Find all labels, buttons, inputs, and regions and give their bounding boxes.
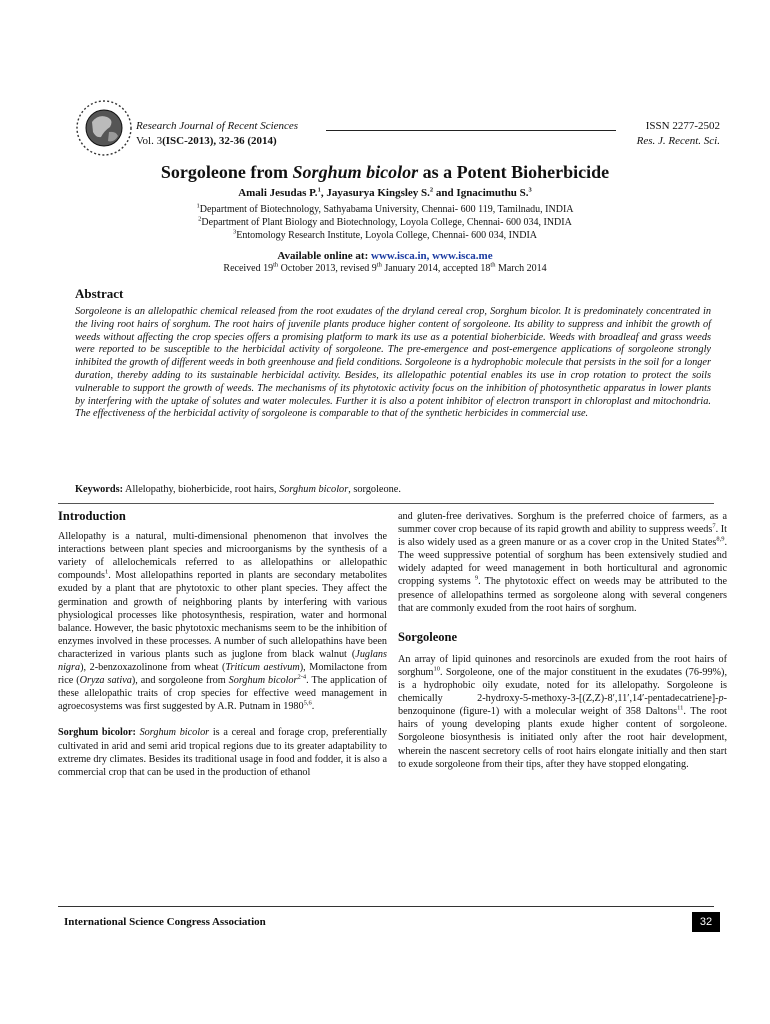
abstract-text: Sorgoleone is an allelopathic chemical released from the root exudates of the dryland cereal crop, Sorghum bicolor. It is predominately concentrated in the living root hairs of sorghum. The root hairs of juvenile plants produce higher content of sorgoleone. Its ability to suppress and inhibit the growth of weeds without affecting the crop species offers a promising platform to mark its use as a potential bioherbicide. Weeds with broadleaf and grass weeds were reported to be susceptible to the herbicidal activity of sorgoleone. The pre-emergence and post-emergence applications of sorgoleone strongly inhibited the growth of different weeds in both greenhouse and field conditions. Sorgoleone is a hydrophobic molecule that persists in the soil for a longer duration, thereby adding to its sustainable herbicidal activity. Besides, its allelopathic potential enables its use in crop rotation to protect the soils vulnerable to support the growth of weeds. The mechanisms of its phytotoxic activity focus on the inhibition of photosynthetic apparatus in lower plants by interfering with the uptake of solutes and water molecules. Further it is also a potent inhibitor of electron transport in chloroplast and mitochondria. The effectiveness of the herbicidal activity of sorgoleone is comparable to that of the synthetic herbicides in commercial use.	[75, 306, 711, 420]
page-number: 32	[692, 912, 720, 932]
abstract-heading: Abstract	[75, 286, 124, 301]
title-species: Sorghum bicolor	[292, 162, 419, 182]
left-column	[58, 510, 387, 779]
keywords-label: Keywords:	[75, 484, 124, 495]
introduction-heading: Introduction	[58, 509, 126, 523]
journal-links[interactable]: www.isca.in, www.isca.me	[371, 250, 493, 262]
volume-issue: (ISC-2013), 32-36 (2014)	[162, 135, 277, 147]
issn: ISSN 2277-2502	[645, 120, 720, 132]
affiliation-2: $^2$Department of Plant Biology and Biotechnology, Loyola College, Chennai- 600 034, INDIA	[198, 215, 572, 228]
sorghum-bicolor-label: Sorghum bicolor:	[58, 727, 136, 739]
sorgoleone-paragraph: An array of lipid quinones and resorcinols are exuded from the root hairs of sorghum$^{10}$. Sorgoleone, one of the major constituent in the exudates (76-99%), is a hydrophobic oily exudate, noted for its allelopathy. Sorgoleone is chemically 2-hydroxy-5-methoxy-3-[(Z,Z)-8′,11′,14′-pentadecatriene]-p-benzoquinone (figure-1) with a molecular weight of 358 Daltons$^{11}$. The root hairs of young developing plants exude higher content of sorgoleone. Sorgoleone biosynthesis is initiated only after the root hair development, wherein the nascent secretory cells of root hairs elongate initially and then start to exude sorgoleone from their tips, after they have stopped elongating.	[398, 653, 727, 770]
sorgoleone-heading: Sorgoleone	[398, 629, 458, 644]
keywords: Keywords: Allelopathy, bioherbicide, root hairs, Sorghum bicolor, sorgoleone.	[75, 484, 401, 495]
right-column	[398, 510, 727, 771]
paper-title: Sorgoleone from Sorghum bicolor as a Potent Bioherbicide	[160, 162, 610, 182]
journal-name: Research Journal of Recent Sciences	[136, 120, 299, 132]
available-online: Available online at: www.isca.in, www.isca.me	[277, 250, 493, 262]
journal-abbrev: Res. J. Recent. Sci.	[636, 135, 720, 147]
author-list: Amali Jesudas P.$^1$, Jayasurya Kingsley S.$^2$ and Ignacimuthu S.$^3$	[238, 186, 532, 199]
footer-rule	[58, 906, 714, 907]
intro-paragraph-1: Allelopathy is a natural, multi-dimensional phenomenon that involves the interactions between plant species and microorganisms by the synthesis of a variety of allelochemicals referred to as allelopathins or allelopathic compounds$^1$. Most allelopathins reported in plants are secondary metabolites exuded by a plant that are phytotoxic to other plant species. They affect the germination and growth of neighboring plants by interfering with various physiological processes like photosynthesis, respiration, water and hormonal balance. However, the basic phytotoxic mechanisms seem to be the inhibition of enzymes involved in these processes. A number of such allelopathins have been characterized in various plants such as juglone from black walnut (Juglans nigra), 2-benzoxazolinone from wheat (Triticum aestivum), Momilactone from rice (Oryza sativa), and sorgoleone from Sorghum bicolor$^{2-4}$. The application of these allelopathic traits of crop species for effective weed management in agroecosystems was first suggested by A.R. Putnam in 1980$^{5,6}$.	[58, 531, 388, 713]
affiliation-1: $^1$Department of Biotechnology, Sathyabama University, Chennai- 600 119, Tamilnadu, INDIA	[196, 202, 574, 215]
footer-organization: International Science Congress Association	[64, 916, 266, 928]
section-divider	[58, 503, 714, 504]
right-paragraph-1: and gluten-free derivatives. Sorghum is the preferred choice of farmers, as a summer cover crop because of its rapid growth and ability to suppress weeds$^7$. It is also widely used as a green manure or as a cover crop in the United States$^{8,9}$. The weed suppressive potential of sorghum has been extensively studied and widely adapted for weed management in both horticultural and agronomic cropping systems $^9$. The phytotoxic effect on weeds may be attributed to the presence of allelopathins termed as sorgoleone along with several congeners that are commonly exuded from the root hairs of sorghum.	[398, 511, 727, 614]
volume-prefix: Vol. 3	[136, 135, 163, 147]
affiliation-3: $^3$Entomology Research Institute, Loyola College, Chennai- 600 034, INDIA	[232, 228, 538, 241]
intro-paragraph-2: Sorghum bicolor: Sorghum bicolor is a cereal and forage crop, preferentially cultivated in arid and semi arid tropical regions due to its greater adaptability to extreme dry climates. Besides its traditional usage in food and fodder, it is also a commercial crop that can be used in the production of ethanol	[58, 727, 387, 778]
received-dates: Received 19th October 2013, revised 9th January 2014, accepted 18th March 2014	[223, 261, 547, 274]
